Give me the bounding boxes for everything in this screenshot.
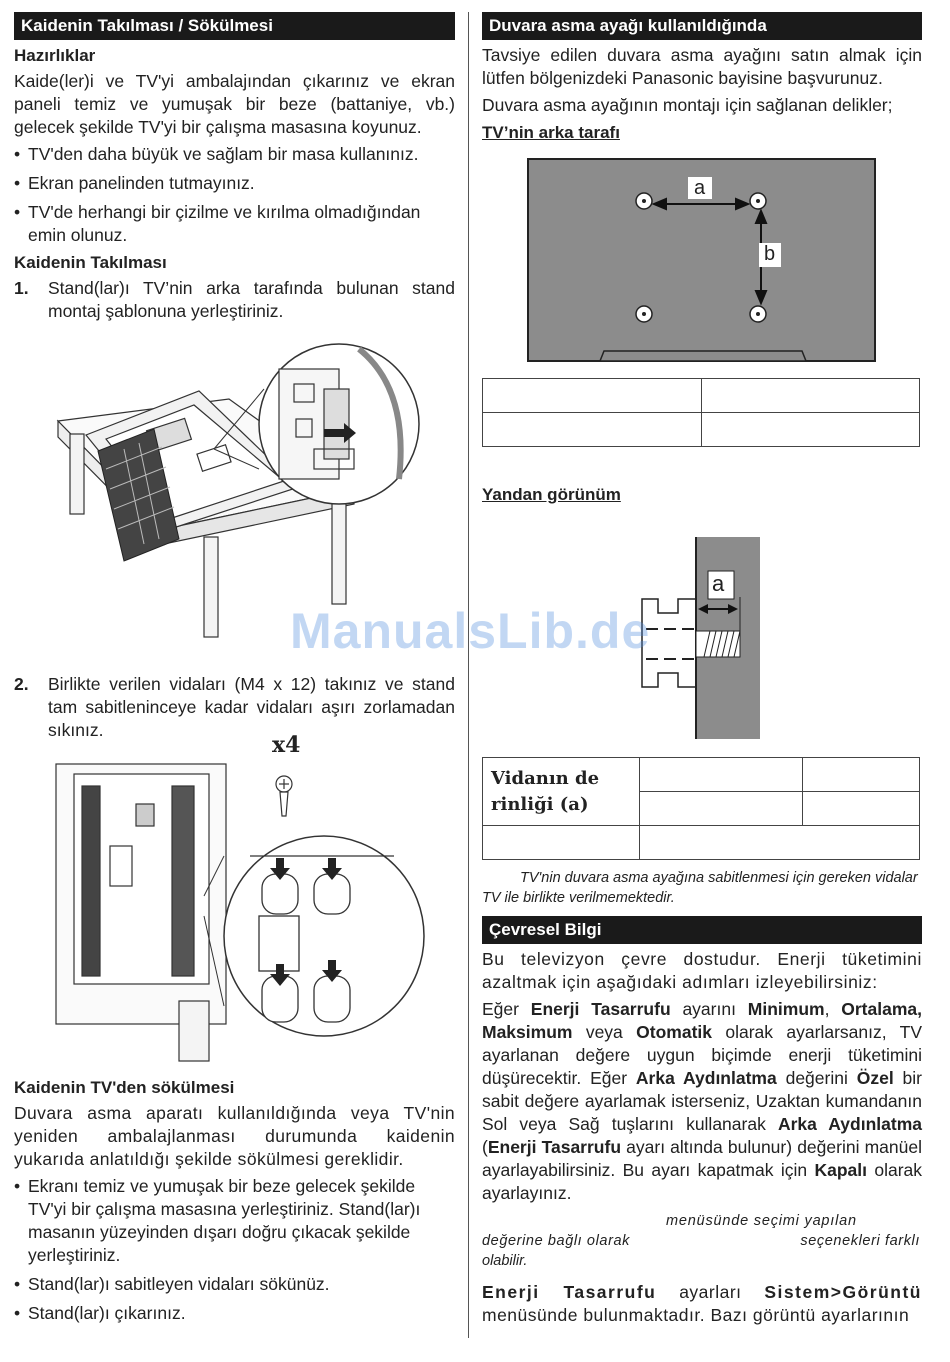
prep-heading: Hazırlıklar <box>14 46 96 65</box>
stand-install-illustration <box>14 329 455 649</box>
list-item: • Ekran panelinden tutmayınız. <box>14 172 455 195</box>
table-cell <box>803 792 920 826</box>
table-cell <box>640 826 920 860</box>
table-cell <box>701 379 920 413</box>
section-title-wall: Duvara asma ayağı kullanıldığında <box>482 12 922 40</box>
step-number: 1. <box>14 278 29 298</box>
env-italic-fragments <box>482 1211 922 1273</box>
column-divider <box>468 12 469 1338</box>
env-text-4: Enerji Tasarrufu ayarları Sistem>Görüntü menüsünde bulunmaktadır. Bazı görüntü ayarlarının <box>482 1282 922 1325</box>
removal-bullet-list <box>14 1175 455 1325</box>
table-cell <box>483 413 702 447</box>
removal-heading: Kaidenin TV'den sökülmesi <box>14 1078 235 1097</box>
hole-spacing-table <box>482 378 920 447</box>
table-cell <box>483 826 640 860</box>
wall-text-2: Duvara asma ayağının montajı için sağlanan delikler; <box>482 95 893 115</box>
tv-back-diagram <box>482 157 922 372</box>
table-cell <box>640 758 803 792</box>
list-item: • TV'de herhangi bir çizilme ve kırılma olmadığından emin olunuz. <box>14 201 455 247</box>
step-number: 2. <box>14 674 29 694</box>
table-cell <box>803 758 920 792</box>
fragment-2: değerine bağlı olarak <box>482 1233 631 1249</box>
screw-drawing <box>14 746 455 1066</box>
right-column <box>482 12 922 1331</box>
list-item: • Stand(lar)ı çıkarınız. <box>14 1302 455 1325</box>
table-cell <box>640 792 803 826</box>
wall-text-1: Tavsiye edilen duvara asma ayağını satın almak için lütfen bölgenizdeki Panasonic bayisine başvurunuz. <box>482 45 922 88</box>
table-cell <box>701 413 920 447</box>
install-heading: Kaidenin Takılması <box>14 253 167 272</box>
fragment-3: seçenekleri farklı <box>800 1233 920 1249</box>
env-text-1: Bu televizyon çevre dostudur. Enerji tüketimini azaltmak için aşağıdaki adımları izleyebilirsiniz: <box>482 949 922 992</box>
list-item: • TV'den daha büyük ve sağlam bir masa kullanınız. <box>14 143 455 166</box>
table-cell <box>483 379 702 413</box>
removal-text: Duvara asma aparatı kullanıldığında veya TV'nin yeniden ambalajlanması durumunda kaidenin yukarıda anlatıldığı şekilde sökülmesi gereklidir. <box>14 1103 455 1169</box>
fragment-4: olabilir. <box>482 1253 528 1269</box>
label-a: a <box>694 177 706 199</box>
back-view-heading: TV’nin arka tarafı <box>482 123 620 142</box>
screw-depth-label: Vidanın de rinliği (a) <box>483 758 640 826</box>
list-item: • Stand(lar)ı sabitleyen vidaları sökünüz. <box>14 1273 455 1296</box>
section-title-stand: Kaidenin Takılması / Sökülmesi <box>14 12 455 40</box>
prep-bullet-list <box>14 143 455 247</box>
step-2 <box>14 673 455 742</box>
list-item: • Ekranı temiz ve yumuşak bir beze gelecek şekilde TV'yi bir çalışma masasına yerleştiriniz. Stand(lar)ı masanın yüzeyinden dışarı doğru çıkacak şekilde yerleştiriniz. <box>14 1175 455 1267</box>
side-view-heading: Yandan görünüm <box>482 485 621 504</box>
env-text-2: Eğer Enerji Tasarrufu ayarını Minimum, Ortalama, Maksimum veya Otomatik olarak ayarlarsanız, TV ayarlanan değere uygun biçimde enerji tüketimini düşürecektir. Eğer Arka Aydınlatma değerini Özel bir sabit değere ayarlamak isterseniz, Uzaktan kumandanın Sol veya Sağ tuşlarını kullanarak Arka Aydınlatma (Enerji Tasarrufu ayarı altında bulunur) değerini manüel ayarlayabilirsiniz. Bu ayarı kapatmak için Kapalı olarak ayarlayınız. <box>482 999 922 1203</box>
step-text: Birlikte verilen vidaları (M4 x 12) takınız ve stand tam sabitleninceye kadar vidaları aşırı zorlamadan sıkınız. <box>48 674 455 740</box>
step-text: Stand(lar)ı TV’nin arka tarafında bulunan stand montaj şablonuna yerleştiriniz. <box>48 278 455 321</box>
watermark: ManualsLib.de <box>290 603 651 659</box>
wall-note: TV'nin duvara asma ayağına sabitlenmesi için gereken vidalar TV ile birlikte verilmemektedir. <box>482 870 918 906</box>
label-b: b <box>764 243 776 265</box>
prep-text: Kaide(ler)i ve TV'yi ambalajından çıkarınız ve ekran paneli temiz ve yumuşak bir beze (battaniye, vb.) gelecek şekilde TV'yi bir çalışma masasına koyunuz. <box>14 71 455 137</box>
side-label-a: a <box>712 571 725 596</box>
section-title-env: Çevresel Bilgi <box>482 916 922 944</box>
left-column <box>14 12 455 1331</box>
step-1 <box>14 277 455 323</box>
screw-count: x4 <box>272 732 301 758</box>
fragment-1: menüsünde seçimi yapılan <box>666 1213 857 1229</box>
screw-depth-table <box>482 757 920 860</box>
screw-illustration <box>14 732 455 1066</box>
